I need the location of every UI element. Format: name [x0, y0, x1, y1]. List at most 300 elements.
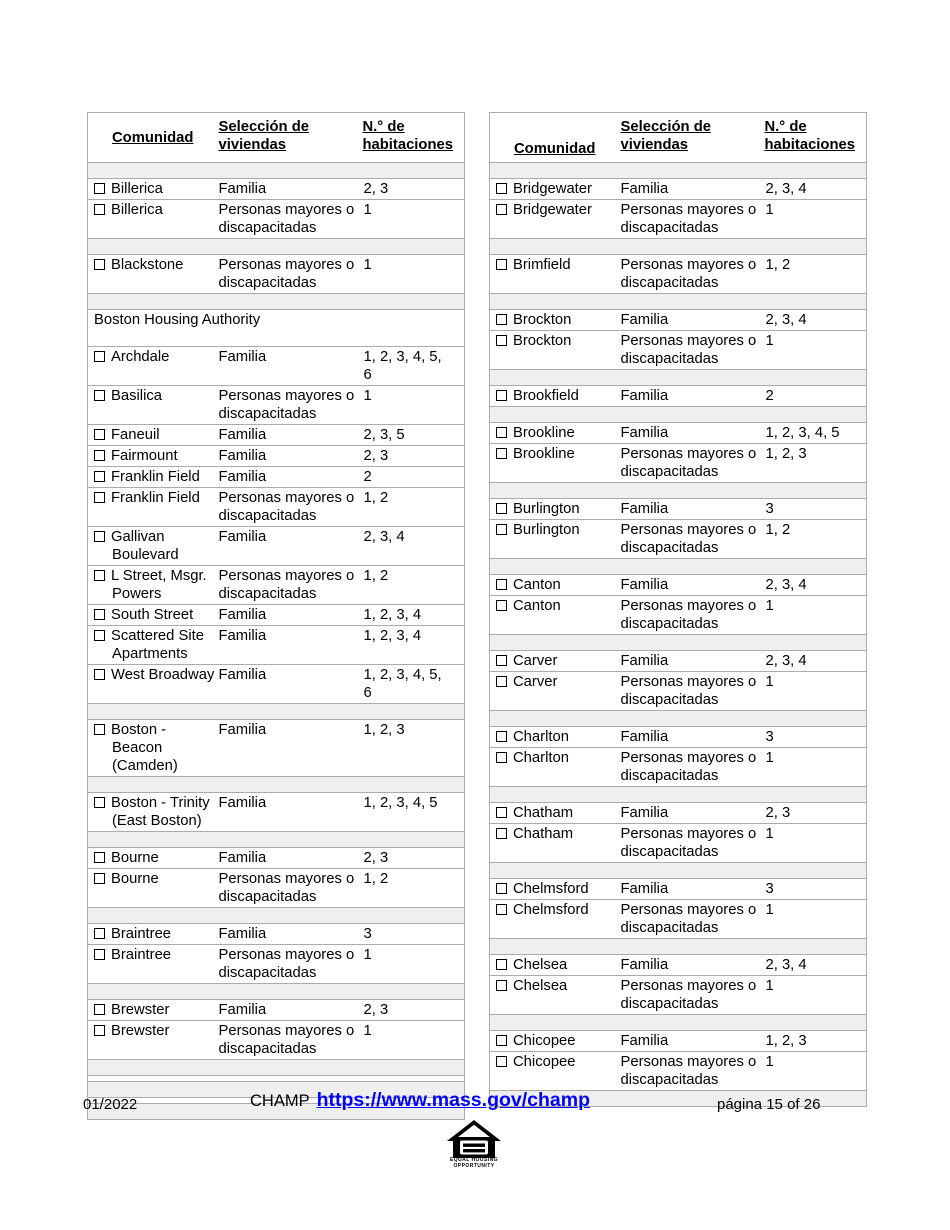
community-cell [88, 720, 219, 777]
community-cell [88, 386, 219, 425]
table-row [88, 665, 465, 704]
separator-cell [88, 984, 465, 1000]
checkbox[interactable] [496, 390, 507, 401]
column-header-community: Comunidad [490, 113, 621, 163]
community-cell [88, 179, 219, 200]
table-row [88, 467, 465, 488]
champ-link[interactable]: https://www.mass.gov/champ [316, 1089, 591, 1111]
footer-date: 01/2022 [83, 1096, 138, 1113]
table-row [490, 386, 867, 407]
group-row [88, 310, 465, 347]
housing-selection: Familia [219, 527, 363, 566]
table-row [88, 488, 465, 527]
table-body-right [490, 163, 867, 1107]
table-row [490, 748, 867, 787]
housing-selection: Familia [219, 605, 363, 626]
checkbox[interactable] [94, 669, 105, 680]
housing-selection: Personas mayores o discapacitadas [219, 255, 363, 294]
bedrooms: 1, 2, 3, 4 [363, 605, 465, 626]
bedrooms: 2, 3 [363, 446, 465, 467]
footer-champ [250, 1089, 590, 1112]
community-name: Franklin Field [111, 469, 200, 485]
community-name: Carver [513, 653, 558, 669]
community-cell [490, 824, 621, 863]
housing-selection: Personas mayores o discapacitadas [621, 520, 765, 559]
housing-selection: Familia [621, 651, 765, 672]
housing-selection: Personas mayores o discapacitadas [621, 596, 765, 635]
community-cell [490, 976, 621, 1015]
table-row [88, 720, 465, 777]
table-row [490, 976, 867, 1015]
table-row [88, 527, 465, 566]
checkbox[interactable] [496, 959, 507, 970]
separator-cell [490, 1015, 867, 1031]
housing-selection: Familia [621, 879, 765, 900]
community-name: Franklin Field [111, 490, 200, 506]
separator-cell [88, 163, 465, 179]
community-cell [490, 955, 621, 976]
housing-selection: Familia [621, 499, 765, 520]
separator-cell [88, 239, 465, 255]
housing-selection: Familia [621, 727, 765, 748]
separator-row [490, 407, 867, 423]
bedrooms: 3 [765, 727, 867, 748]
community-cell [490, 727, 621, 748]
checkbox[interactable] [496, 427, 507, 438]
bedrooms: 2, 3, 4 [765, 955, 867, 976]
community-name: Chelsea [513, 957, 568, 973]
community-name: Blackstone [111, 257, 184, 273]
separator-row [490, 559, 867, 575]
community-cell [490, 596, 621, 635]
bedrooms: 2, 3, 4 [363, 527, 465, 566]
bedrooms: 2, 3, 5 [363, 425, 465, 446]
checkbox[interactable] [496, 579, 507, 590]
community-name: Brewster [111, 1002, 170, 1018]
group-label: Boston Housing Authority [88, 310, 465, 347]
bedrooms: 1, 2, 3, 4 [363, 626, 465, 665]
bedrooms: 1, 2, 3 [765, 1031, 867, 1052]
bedrooms: 2, 3 [363, 1000, 465, 1021]
table-row [88, 386, 465, 425]
bedrooms: 1 [765, 1052, 867, 1091]
housing-selection: Personas mayores o discapacitadas [621, 748, 765, 787]
bedrooms: 1, 2, 3, 4, 5 [765, 423, 867, 444]
checkbox[interactable] [496, 503, 507, 514]
separator-cell [490, 559, 867, 575]
bedrooms: 1 [765, 976, 867, 1015]
housing-selection: Familia [621, 575, 765, 596]
separator-cell [88, 832, 465, 848]
community-cell [88, 488, 219, 527]
community-name: Burlington [513, 522, 580, 538]
bedrooms: 1, 2, 3 [363, 720, 465, 777]
community-cell [490, 879, 621, 900]
table-row [490, 1052, 867, 1091]
community-cell [490, 520, 621, 559]
community-name: Canton [513, 598, 561, 614]
column-header-bedrooms: N.° de habitaciones [363, 113, 465, 163]
house-icon [446, 1120, 502, 1158]
bedrooms: 3 [765, 499, 867, 520]
community-name: Chicopee [513, 1054, 576, 1070]
separator-cell [88, 777, 465, 793]
community-name: Chelmsford [513, 881, 589, 897]
community-cell [88, 793, 219, 832]
separator-cell [490, 787, 867, 803]
checkbox[interactable] [496, 980, 507, 991]
table-row [490, 900, 867, 939]
housing-selection: Familia [621, 423, 765, 444]
bedrooms: 3 [765, 879, 867, 900]
separator-row [490, 711, 867, 727]
housing-selection: Personas mayores o discapacitadas [219, 488, 363, 527]
table-row [88, 869, 465, 908]
separator-cell [490, 939, 867, 955]
housing-selection: Familia [219, 626, 363, 665]
housing-selection: Familia [219, 179, 363, 200]
table-row [490, 1031, 867, 1052]
checkbox[interactable] [496, 448, 507, 459]
separator-row [490, 939, 867, 955]
checkbox[interactable] [94, 259, 105, 270]
table-row [88, 425, 465, 446]
separator-cell [490, 711, 867, 727]
separator-row [490, 483, 867, 499]
community-cell [88, 1000, 219, 1021]
bedrooms: 2, 3, 4 [765, 651, 867, 672]
bedrooms: 2 [363, 467, 465, 488]
housing-selection: Personas mayores o discapacitadas [621, 444, 765, 483]
separator-cell [490, 370, 867, 386]
community-cell [88, 1021, 219, 1060]
community-name: Scattered Site Apartments [111, 628, 204, 662]
separator-row [490, 863, 867, 879]
community-cell [88, 467, 219, 488]
community-name: Brockton [513, 312, 572, 328]
champ-label: CHAMP [250, 1092, 310, 1110]
separator-row [490, 787, 867, 803]
table-row [490, 499, 867, 520]
separator-cell [88, 908, 465, 924]
bedrooms: 1, 2 [363, 488, 465, 527]
community-cell [88, 848, 219, 869]
housing-selection: Personas mayores o discapacitadas [621, 200, 765, 239]
separator-row [88, 1060, 465, 1076]
header-row [88, 113, 465, 163]
community-name: Bridgewater [513, 202, 592, 218]
separator-cell [88, 294, 465, 310]
table-row [490, 955, 867, 976]
table-row [490, 824, 867, 863]
community-name: Fairmount [111, 448, 178, 464]
table-row [490, 575, 867, 596]
housing-selection: Familia [621, 386, 765, 407]
community-cell [490, 200, 621, 239]
bedrooms: 1 [363, 200, 465, 239]
checkbox[interactable] [94, 204, 105, 215]
community-cell [490, 255, 621, 294]
separator-cell [490, 483, 867, 499]
bedrooms: 1, 2 [765, 255, 867, 294]
separator-row [88, 908, 465, 924]
community-cell [490, 423, 621, 444]
housing-selection: Familia [219, 793, 363, 832]
table-row [490, 672, 867, 711]
community-name: Bourne [111, 850, 159, 866]
community-cell [88, 945, 219, 984]
bedrooms: 2, 3, 4 [765, 179, 867, 200]
column-header-community: Comunidad [88, 113, 219, 163]
checkbox[interactable] [496, 314, 507, 325]
checkbox[interactable] [94, 570, 105, 581]
table-row [88, 1021, 465, 1060]
table-row [490, 444, 867, 483]
community-cell [88, 200, 219, 239]
footer-page-number: página 15 of 26 [717, 1096, 821, 1113]
bedrooms: 1, 2 [363, 566, 465, 605]
checkbox[interactable] [94, 471, 105, 482]
table-row [490, 520, 867, 559]
separator-cell [490, 407, 867, 423]
community-cell [490, 499, 621, 520]
community-cell [88, 566, 219, 605]
table-row [490, 596, 867, 635]
community-name: Carver [513, 674, 558, 690]
separator-cell [490, 163, 867, 179]
table-row [490, 803, 867, 824]
community-name: Boston - Beacon (Camden) [111, 722, 178, 774]
bedrooms: 2, 3 [363, 179, 465, 200]
checkbox[interactable] [94, 949, 105, 960]
separator-row [490, 370, 867, 386]
housing-selection: Personas mayores o discapacitadas [219, 200, 363, 239]
separator-cell [88, 704, 465, 720]
checkbox[interactable] [496, 828, 507, 839]
bedrooms: 1 [765, 331, 867, 370]
community-name: L Street, Msgr. Powers [111, 568, 207, 602]
housing-selection: Personas mayores o discapacitadas [621, 824, 765, 863]
community-name: Bourne [111, 871, 159, 887]
housing-selection: Familia [621, 179, 765, 200]
bedrooms: 2, 3 [363, 848, 465, 869]
checkbox[interactable] [94, 873, 105, 884]
checkbox[interactable] [94, 390, 105, 401]
checkbox[interactable] [94, 531, 105, 542]
community-name: Chatham [513, 805, 574, 821]
community-name: Boston - Trinity (East Boston) [111, 795, 210, 829]
table-row [490, 310, 867, 331]
community-cell [490, 748, 621, 787]
table-row [88, 1000, 465, 1021]
community-name: Archdale [111, 349, 170, 365]
bedrooms: 1, 2, 3, 4, 5 [363, 793, 465, 832]
checkbox[interactable] [496, 883, 507, 894]
community-name: Chelsea [513, 978, 568, 994]
bedrooms: 2, 3, 4 [765, 310, 867, 331]
checkbox[interactable] [496, 524, 507, 535]
bedrooms: 1, 2, 3, 4, 5, 6 [363, 347, 465, 386]
housing-selection: Familia [219, 720, 363, 777]
checkbox[interactable] [496, 600, 507, 611]
community-name: Faneuil [111, 427, 160, 443]
separator-cell [490, 239, 867, 255]
community-name: Basilica [111, 388, 162, 404]
table-row [490, 200, 867, 239]
table-row [88, 945, 465, 984]
table-row [490, 179, 867, 200]
housing-selection: Personas mayores o discapacitadas [621, 672, 765, 711]
community-name: Brewster [111, 1023, 170, 1039]
community-cell [490, 672, 621, 711]
housing-selection: Familia [219, 347, 363, 386]
checkbox[interactable] [496, 752, 507, 763]
housing-selection: Personas mayores o discapacitadas [219, 869, 363, 908]
column-header-bedrooms: N.° de habitaciones [765, 113, 867, 163]
housing-selection: Familia [621, 1031, 765, 1052]
table-row [88, 924, 465, 945]
housing-selection: Personas mayores o discapacitadas [219, 386, 363, 425]
community-cell [88, 665, 219, 704]
community-cell [88, 347, 219, 386]
housing-selection: Familia [621, 310, 765, 331]
separator-row [490, 294, 867, 310]
checkbox[interactable] [94, 450, 105, 461]
separator-row [490, 239, 867, 255]
community-cell [490, 803, 621, 824]
separator-row [88, 294, 465, 310]
housing-selection: Personas mayores o discapacitadas [621, 255, 765, 294]
housing-selection: Familia [219, 665, 363, 704]
bedrooms: 3 [363, 924, 465, 945]
table-row [490, 331, 867, 370]
housing-selection: Personas mayores o discapacitadas [219, 1021, 363, 1060]
community-name: Brookfield [513, 388, 579, 404]
community-cell [490, 1052, 621, 1091]
housing-selection: Familia [219, 848, 363, 869]
checkbox[interactable] [94, 1025, 105, 1036]
community-name: Billerica [111, 181, 163, 197]
bedrooms: 1 [765, 824, 867, 863]
checkbox[interactable] [496, 259, 507, 270]
separator-row [88, 984, 465, 1000]
checkbox[interactable] [496, 335, 507, 346]
table-row [490, 423, 867, 444]
checkbox[interactable] [496, 676, 507, 687]
community-name: Gallivan Boulevard [111, 529, 179, 563]
checkbox[interactable] [94, 852, 105, 863]
checkbox[interactable] [94, 724, 105, 735]
table-row [88, 347, 465, 386]
checkbox[interactable] [94, 492, 105, 503]
table-row [88, 848, 465, 869]
separator-row [490, 163, 867, 179]
table-body-left [88, 163, 465, 1120]
community-name: Braintree [111, 947, 172, 963]
community-name: South Street [111, 607, 194, 623]
community-cell [88, 626, 219, 665]
checkbox[interactable] [496, 1056, 507, 1067]
housing-selection: Personas mayores o discapacitadas [219, 945, 363, 984]
table-row [88, 605, 465, 626]
community-table-right [489, 112, 867, 1107]
table-row [490, 255, 867, 294]
checkbox[interactable] [94, 630, 105, 641]
community-cell [88, 605, 219, 626]
community-name: Brockton [513, 333, 572, 349]
checkbox[interactable] [94, 351, 105, 362]
checkbox[interactable] [94, 797, 105, 808]
community-cell [88, 869, 219, 908]
checkbox[interactable] [496, 183, 507, 194]
bedrooms: 1 [765, 748, 867, 787]
community-name: Canton [513, 577, 561, 593]
housing-selection: Personas mayores o discapacitadas [621, 1052, 765, 1091]
checkbox[interactable] [496, 904, 507, 915]
housing-selection: Personas mayores o discapacitadas [621, 976, 765, 1015]
community-cell [490, 651, 621, 672]
housing-selection: Familia [219, 467, 363, 488]
bedrooms: 1 [363, 386, 465, 425]
bedrooms: 2 [765, 386, 867, 407]
checkbox[interactable] [94, 1004, 105, 1015]
separator-row [88, 163, 465, 179]
table-row [88, 200, 465, 239]
table-row [88, 793, 465, 832]
checkbox[interactable] [94, 429, 105, 440]
housing-selection: Personas mayores o discapacitadas [621, 900, 765, 939]
bedrooms: 1 [363, 945, 465, 984]
header-row [490, 113, 867, 163]
bedrooms: 1 [363, 255, 465, 294]
checkbox[interactable] [94, 183, 105, 194]
table-row [88, 179, 465, 200]
community-name: Chicopee [513, 1033, 576, 1049]
column-header-selection: Selección de viviendas [621, 113, 765, 163]
table-row [490, 727, 867, 748]
checkbox[interactable] [496, 807, 507, 818]
checkbox[interactable] [496, 1035, 507, 1046]
separator-row [490, 635, 867, 651]
separator-cell [490, 863, 867, 879]
checkbox[interactable] [94, 928, 105, 939]
community-cell [88, 527, 219, 566]
logo-text-line1: EQUAL HOUSING [450, 1157, 498, 1163]
bedrooms: 1 [765, 596, 867, 635]
community-cell [490, 179, 621, 200]
housing-selection: Familia [219, 924, 363, 945]
community-name: Brookline [513, 425, 575, 441]
checkbox[interactable] [94, 609, 105, 620]
bedrooms: 1 [765, 900, 867, 939]
community-table-left [87, 112, 465, 1120]
community-cell [490, 331, 621, 370]
community-name: Chatham [513, 826, 574, 842]
community-name: Brimfield [513, 257, 571, 273]
checkbox[interactable] [496, 655, 507, 666]
housing-selection: Familia [219, 1000, 363, 1021]
checkbox[interactable] [496, 731, 507, 742]
community-cell [88, 425, 219, 446]
bedrooms: 1, 2, 3, 4, 5, 6 [363, 665, 465, 704]
community-name: Bridgewater [513, 181, 592, 197]
community-name: Charlton [513, 729, 569, 745]
housing-selection: Personas mayores o discapacitadas [219, 566, 363, 605]
community-name: Burlington [513, 501, 580, 517]
checkbox[interactable] [496, 204, 507, 215]
separator-row [490, 1015, 867, 1031]
separator-row [88, 777, 465, 793]
